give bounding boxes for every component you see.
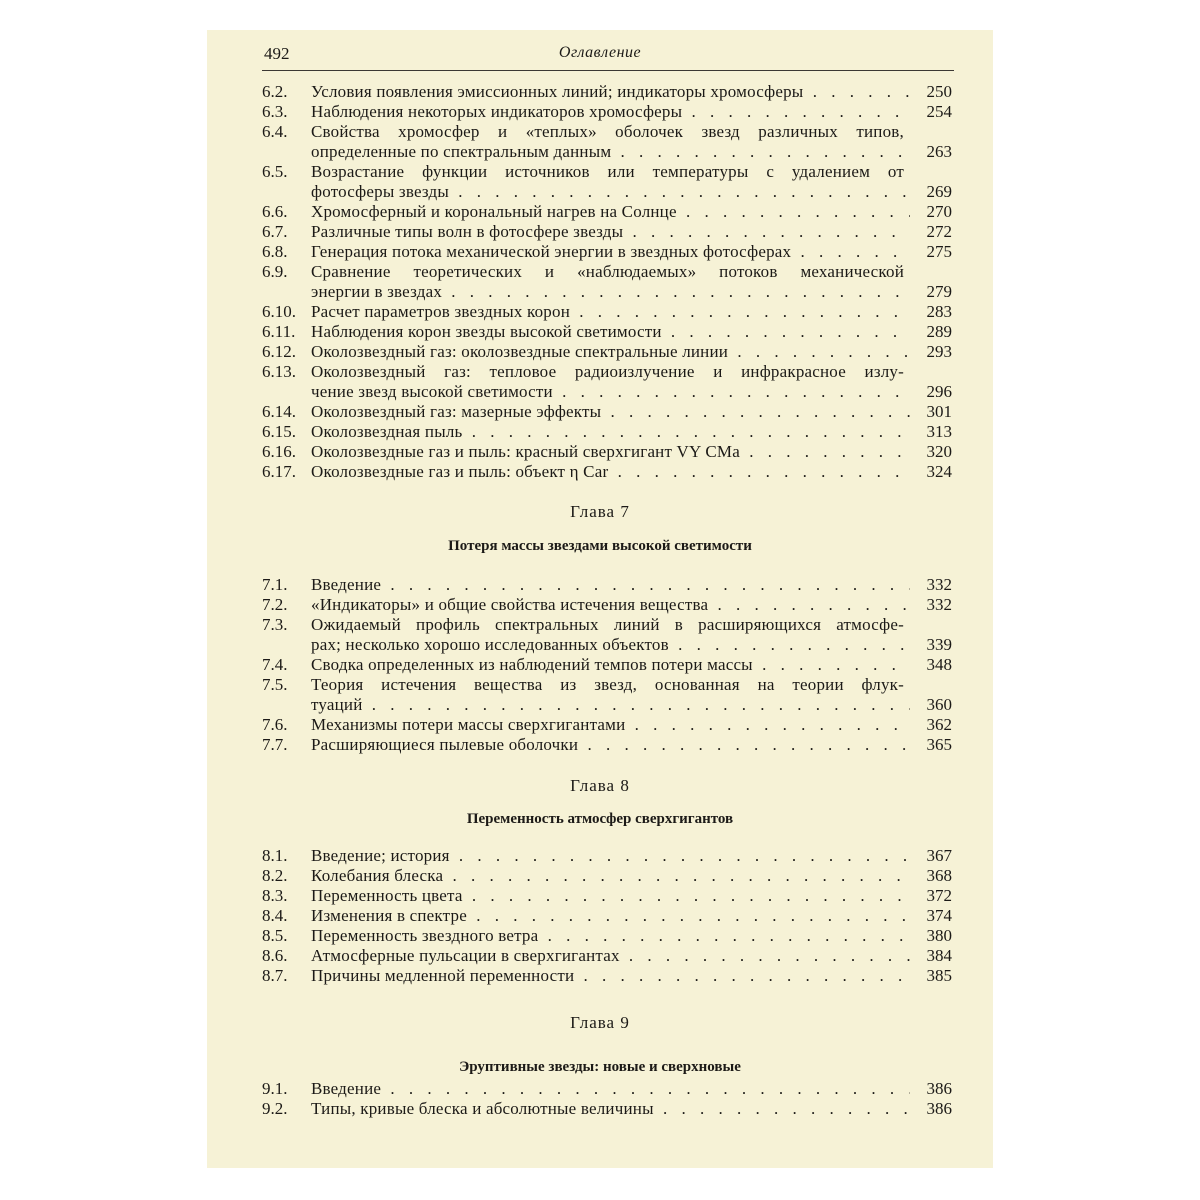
toc-block-chapter-7	[262, 575, 952, 755]
toc-entry-page: 296	[926, 382, 952, 401]
toc-line	[262, 302, 952, 322]
toc-entry-number: 6.13.	[262, 362, 296, 381]
toc-entry-title: Причины медленной переменности . . .	[311, 966, 910, 986]
toc-entry-page: 254	[926, 102, 952, 121]
toc-entry-title: Расширяющиеся пылевые оболочки . . .	[311, 735, 910, 755]
toc-line	[262, 926, 952, 946]
toc-entry-page: 360	[926, 695, 952, 714]
toc-entry-title: Атмосферные пульсации в сверхгигантах . . .	[311, 946, 910, 966]
toc-line	[262, 906, 952, 926]
toc-entry-title: Теория истечения вещества из звезд, основанная на теории флук-	[311, 675, 904, 694]
toc-line	[262, 966, 952, 986]
running-header-title: Оглавление	[558, 44, 642, 61]
toc-entry-title: Колебания блеска . . .	[311, 866, 910, 886]
toc-line	[262, 715, 952, 735]
toc-entry-page: 365	[926, 735, 952, 754]
toc-entry-title: туаций . . .	[311, 695, 910, 715]
toc-entry-title: Околозвездный газ: околозвездные спектральные линии . . .	[311, 342, 910, 362]
toc-entry-page: 386	[926, 1099, 952, 1118]
toc-entry-title: фотосферы звезды . . .	[311, 182, 910, 202]
toc-line	[262, 322, 952, 342]
toc-entry-title: «Индикаторы» и общие свойства истечения вещества . . .	[311, 595, 910, 615]
toc-entry-page: 324	[926, 462, 952, 481]
toc-entry-number: 8.3.	[262, 886, 288, 905]
toc-entry-number: 6.17.	[262, 462, 296, 481]
toc-entry-number: 9.1.	[262, 1079, 288, 1098]
toc-entry-page: 384	[926, 946, 952, 965]
toc-entry-title: Типы, кривые блеска и абсолютные величины . . .	[311, 1099, 910, 1119]
toc-line	[262, 946, 952, 966]
toc-entry-title: чение звезд высокой светимости . . .	[311, 382, 910, 402]
toc-entry-title: Околозвездный газ: мазерные эффекты . . .	[311, 402, 910, 422]
toc-entry-number: 6.15.	[262, 422, 296, 441]
toc-entry-number: 6.6.	[262, 202, 288, 221]
toc-entry-number: 8.6.	[262, 946, 288, 965]
toc-entry-number: 6.11.	[262, 322, 296, 341]
toc-line	[262, 402, 952, 422]
toc-entry-number: 6.4.	[262, 122, 288, 141]
toc-entry-title: Околозвездные газ и пыль: красный сверхгигант VY CMa . . .	[311, 442, 910, 462]
toc-entry-title: Расчет параметров звездных корон . . .	[311, 302, 910, 322]
toc-entry-number: 6.14.	[262, 402, 296, 421]
toc-entry-title: Различные типы волн в фотосфере звезды . . .	[311, 222, 910, 242]
toc-entry-number: 6.8.	[262, 242, 288, 261]
toc-line	[262, 142, 952, 162]
toc-entry-page: 348	[926, 655, 952, 674]
toc-entry-page: 270	[926, 202, 952, 221]
toc-entry-number: 7.6.	[262, 715, 288, 734]
toc-entry-title: определенные по спектральным данным . . .	[311, 142, 910, 162]
chapter-7-title: Потеря массы звездами высокой светимости	[448, 538, 752, 554]
toc-entry-page: 374	[926, 906, 952, 925]
toc-entry-page: 362	[926, 715, 952, 734]
toc-block-chapter-9	[262, 1079, 952, 1119]
toc-entry-page: 263	[926, 142, 952, 161]
toc-line	[262, 162, 952, 182]
toc-entry-title: Введение; история . . .	[311, 846, 910, 866]
toc-entry-number: 7.5.	[262, 675, 288, 694]
toc-entry-page: 283	[926, 302, 952, 321]
toc-entry-page: 385	[926, 966, 952, 985]
toc-entry-page: 269	[926, 182, 952, 201]
toc-entry-page: 332	[926, 595, 952, 614]
toc-line	[262, 122, 952, 142]
toc-entry-number: 6.3.	[262, 102, 288, 121]
toc-entry-page: 272	[926, 222, 952, 241]
toc-entry-title: Сравнение теоретических и «наблюдаемых» потоков механической	[311, 262, 904, 281]
toc-entry-title: Изменения в спектре . . .	[311, 906, 910, 926]
toc-line	[262, 202, 952, 222]
toc-entry-title: энергии в звездах . . .	[311, 282, 910, 302]
toc-line	[262, 382, 952, 402]
chapter-8-title: Переменность атмосфер сверхгигантов	[466, 811, 734, 827]
toc-entry-page: 368	[926, 866, 952, 885]
toc-entry-title: Возрастание функции источников или температуры с удалением от	[311, 162, 904, 181]
toc-entry-number: 6.16.	[262, 442, 296, 461]
toc-entry-number: 8.2.	[262, 866, 288, 885]
toc-entry-title: Генерация потока механической энергии в звездных фотосферах . . .	[311, 242, 910, 262]
chapter-9-title: Эруптивные звезды: новые и сверхновые	[459, 1059, 741, 1075]
toc-entry-title: Условия появления эмиссионных линий; индикаторы хромосферы . . .	[311, 82, 910, 102]
toc-entry-title: рах; несколько хорошо исследованных объектов . . .	[311, 635, 910, 655]
chapter-9-heading: Глава 9	[570, 1013, 630, 1032]
toc-entry-title: Наблюдения некоторых индикаторов хромосферы . . .	[311, 102, 910, 122]
toc-entry-number: 7.1.	[262, 575, 288, 594]
toc-entry-title: Околозвездная пыль . . .	[311, 422, 910, 442]
toc-entry-page: 301	[926, 402, 952, 421]
toc-entry-number: 6.10.	[262, 302, 296, 321]
toc-entry-number: 7.4.	[262, 655, 288, 674]
toc-line	[262, 635, 952, 655]
toc-entry-title: Сводка определенных из наблюдений темпов потери массы . . .	[311, 655, 910, 675]
toc-line	[262, 866, 952, 886]
toc-line	[262, 282, 952, 302]
toc-entry-page: 386	[926, 1079, 952, 1098]
toc-entry-title: Переменность звездного ветра . . .	[311, 926, 910, 946]
toc-entry-page: 289	[926, 322, 952, 341]
toc-line	[262, 675, 952, 695]
toc-entry-title: Околозвездный газ: тепловое радиоизлучение и инфракрасное излу-	[311, 362, 904, 381]
toc-line	[262, 222, 952, 242]
toc-entry-title: Наблюдения корон звезды высокой светимости . . .	[311, 322, 910, 342]
toc-entry-page: 380	[926, 926, 952, 945]
toc-entry-number: 8.7.	[262, 966, 288, 985]
toc-line	[262, 82, 952, 102]
toc-entry-title: Свойства хромосфер и «теплых» оболочек звезд различных типов,	[311, 122, 904, 141]
toc-entry-page: 367	[926, 846, 952, 865]
toc-entry-page: 293	[926, 342, 952, 361]
toc-entry-number: 6.7.	[262, 222, 288, 241]
chapter-8-heading: Глава 8	[570, 776, 630, 795]
toc-line	[262, 886, 952, 906]
toc-entry-number: 8.4.	[262, 906, 288, 925]
toc-line	[262, 342, 952, 362]
toc-entry-page: 320	[926, 442, 952, 461]
toc-line	[262, 462, 952, 482]
toc-entry-number: 6.5.	[262, 162, 288, 181]
toc-entry-page: 313	[926, 422, 952, 441]
toc-entry-page: 332	[926, 575, 952, 594]
toc-entry-page: 279	[926, 282, 952, 301]
toc-entry-number: 7.3.	[262, 615, 288, 634]
toc-line	[262, 182, 952, 202]
toc-line	[262, 422, 952, 442]
toc-entry-title: Введение . . .	[311, 1079, 910, 1099]
toc-entry-number: 6.9.	[262, 262, 288, 281]
toc-entry-number: 6.12.	[262, 342, 296, 361]
toc-line	[262, 655, 952, 675]
toc-block-chapter-6	[262, 82, 952, 482]
toc-line	[262, 846, 952, 866]
toc-entry-page: 250	[926, 82, 952, 101]
header-rule	[262, 70, 954, 71]
toc-entry-number: 8.1.	[262, 846, 288, 865]
toc-entry-number: 9.2.	[262, 1099, 288, 1118]
toc-entry-title: Ожидаемый профиль спектральных линий в расширяющихся атмосфе-	[311, 615, 904, 634]
toc-entry-page: 372	[926, 886, 952, 905]
toc-entry-page: 275	[926, 242, 952, 261]
toc-line	[262, 695, 952, 715]
toc-line	[262, 1079, 952, 1099]
toc-entry-number: 6.2.	[262, 82, 288, 101]
toc-line	[262, 102, 952, 122]
toc-entry-number: 7.2.	[262, 595, 288, 614]
toc-entry-number: 7.7.	[262, 735, 288, 754]
toc-line	[262, 595, 952, 615]
toc-line	[262, 442, 952, 462]
chapter-7-heading: Глава 7	[570, 502, 630, 521]
toc-entry-title: Переменность цвета . . .	[311, 886, 910, 906]
toc-entry-title: Хромосферный и корональный нагрев на Солнце . . .	[311, 202, 910, 222]
toc-entry-title: Механизмы потери массы сверхгигантами . . .	[311, 715, 910, 735]
toc-block-chapter-8	[262, 846, 952, 986]
toc-line	[262, 615, 952, 635]
toc-entry-page: 339	[926, 635, 952, 654]
toc-line	[262, 362, 952, 382]
toc-entry-title: Введение . . .	[311, 575, 910, 595]
toc-line	[262, 1099, 952, 1119]
page-number: 492	[264, 44, 290, 63]
toc-line	[262, 262, 952, 282]
toc-entry-number: 8.5.	[262, 926, 288, 945]
toc-entry-title: Околозвездные газ и пыль: объект η Car . . .	[311, 462, 910, 482]
toc-line	[262, 575, 952, 595]
toc-line	[262, 242, 952, 262]
toc-line	[262, 735, 952, 755]
